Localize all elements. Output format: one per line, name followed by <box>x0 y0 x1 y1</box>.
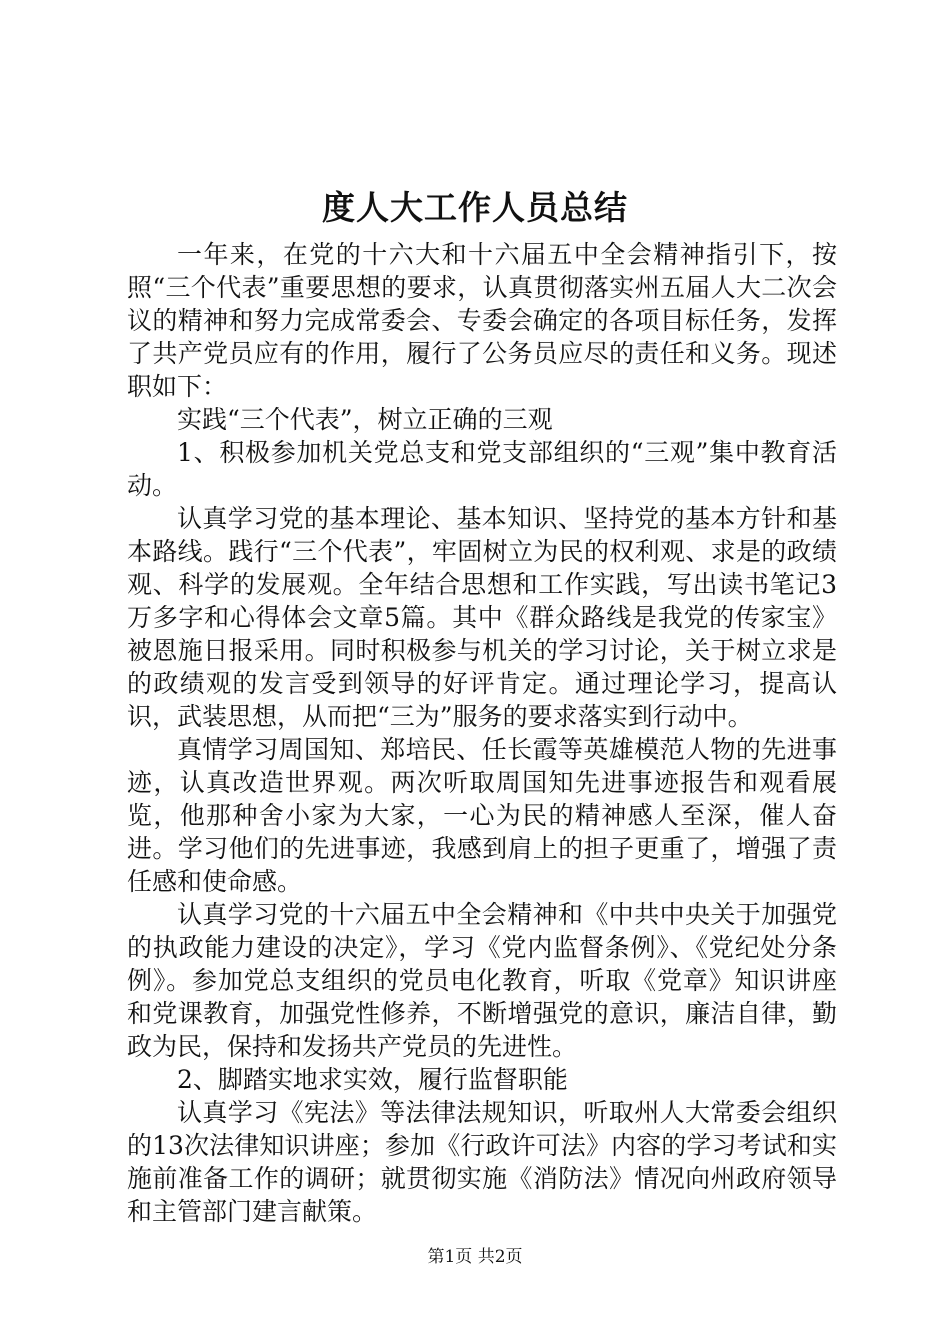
paragraph-role-models: 真情学习周国知、郑培民、任长霞等英雄模范人物的先进事迹，认真改造世界观。两次听取周国知先进事迹报告和观看展览，他那种舍小家为大家，一心为民的精神感人至深，催人奋进。学习他们的先进事迹，我感到肩上的担子更重了，增强了责任感和使命感。 <box>127 735 837 896</box>
section-heading-practice: 实践“三个代表”，树立正确的三观 <box>177 405 553 434</box>
item-heading-2: 2、脚踏实地求实效，履行监督职能 <box>177 1065 568 1094</box>
paragraph-party-spirit: 认真学习党的十六届五中全会精神和《中共中央关于加强党的执政能力建设的决定》，学习《党内监督条例》、《党纪处分条例》。参加党总支组织的党员电化教育，听取《党章》知识讲座和党课教育，加强党性修养，不断增强党的意识，廉洁自律，勤政为民，保持和发扬共产党员的先进性。 <box>127 900 837 1061</box>
item-heading-1: 1、积极参加机关党总支和党支部组织的“三观”集中教育活动。 <box>127 438 837 500</box>
page-number-footer: 第1页 共2页 <box>427 1247 523 1267</box>
paragraph-study-theory: 认真学习党的基本理论、基本知识、坚持党的基本方针和基本路线。践行“三个代表”，牢固树立为民的权利观、求是的政绩观、科学的发展观。全年结合思想和工作实践，写出读书笔记3万多字和心得体会文章5篇。其中《群众路线是我党的传家宝》被恩施日报采用。同时积极参与机关的学习讨论，关于树立求是的政绩观的发言受到领导的好评肯定。通过理论学习，提高认识，武装思想，从而把“三为”服务的要求落实到行动中。 <box>127 504 837 731</box>
document-body <box>127 238 837 1228</box>
paragraph-law-study: 认真学习《宪法》等法律法规知识，听取州人大常委会组织的13次法律知识讲座；参加《行政许可法》内容的学习考试和实施前准备工作的调研；就贯彻实施《消防法》情况向州政府领导和主管部门建言献策。 <box>127 1098 837 1226</box>
paragraph-intro: 一年来，在党的十六大和十六届五中全会精神指引下，按照“三个代表”重要思想的要求，认真贯彻落实州五届人大二次会议的精神和努力完成常委会、专委会确定的各项目标任务，发挥了共产党员应有的作用，履行了公务员应尽的责任和义务。现述职如下： <box>127 240 837 401</box>
document-title: 度人大工作人员总结 <box>322 188 628 227</box>
